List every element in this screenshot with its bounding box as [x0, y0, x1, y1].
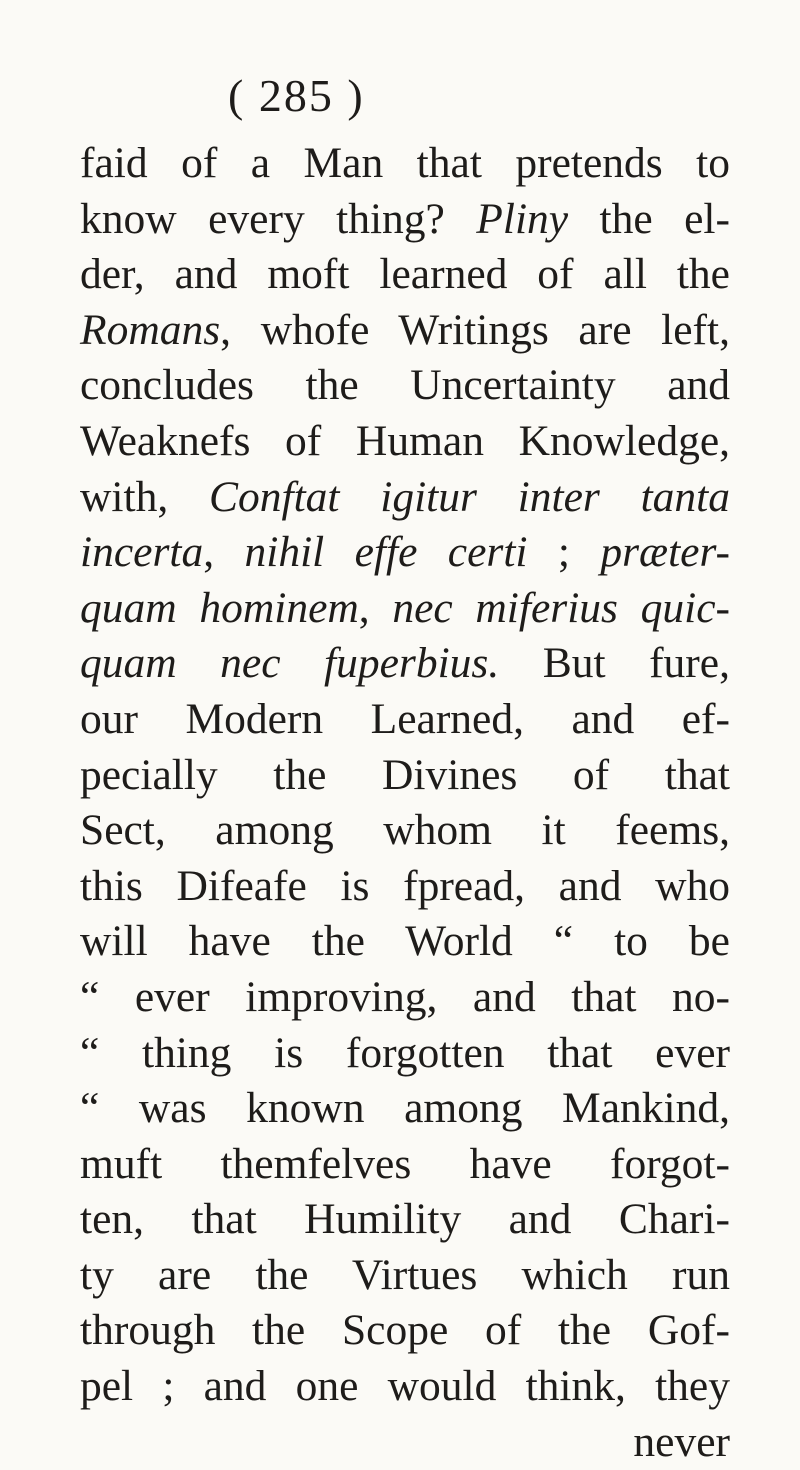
text-line [80, 525, 730, 581]
roman-text: , [203, 528, 245, 577]
page-number: ( 285 ) [228, 70, 365, 121]
text-line [80, 1192, 730, 1248]
text-line [80, 581, 730, 637]
text-line [80, 859, 730, 915]
text-line [80, 1303, 730, 1359]
text-line [80, 914, 730, 970]
roman-text: concludes the Uncertainty and [80, 361, 730, 410]
roman-text: , whofe Writings are left, [220, 305, 730, 354]
text-line [80, 1026, 730, 1082]
roman-text: our Modern Learned, and ef- [80, 694, 730, 743]
roman-text: “ was known among Mankind, [80, 1084, 730, 1133]
text-line [80, 970, 730, 1026]
roman-text: will have the World “ to be [80, 917, 730, 966]
text-line [80, 358, 730, 414]
text-line [80, 1248, 730, 1304]
text-line [80, 1359, 730, 1415]
text-line [80, 692, 730, 748]
text-line [80, 247, 730, 303]
roman-text: the el- [568, 194, 730, 243]
text-line [80, 470, 730, 526]
roman-text: der, and moft learned of all the [80, 250, 730, 299]
roman-text: pecially the Divines of that [80, 750, 730, 799]
italic-text: Romans [80, 305, 221, 354]
roman-text: pel ; and one would think, they [80, 1362, 730, 1411]
text-line [80, 136, 730, 192]
text-line [80, 1137, 730, 1193]
italic-text: quam hominem [80, 583, 359, 632]
roman-text: “ ever improving, and that no- [80, 972, 730, 1021]
italic-text: nihil effe certi [244, 528, 528, 577]
roman-text: know every thing? [80, 194, 477, 243]
roman-text: this Difeafe is fpread, and who [80, 861, 730, 910]
italic-text: incerta [80, 528, 204, 577]
text-line [80, 803, 730, 859]
roman-text: with, [80, 472, 209, 521]
roman-text: Sect, among whom it feems, [80, 806, 730, 855]
roman-text: ten, that Humility and Chari- [80, 1195, 730, 1244]
roman-text: , [358, 583, 393, 632]
roman-text: “ thing is forgotten that ever [80, 1028, 730, 1077]
page-text [80, 136, 730, 1470]
text-line [80, 192, 730, 248]
roman-text: ; [527, 528, 601, 577]
italic-text: quam nec fuperbius. [80, 639, 500, 688]
roman-text: faid of a Man that pretends to [80, 139, 730, 187]
italic-text: nec miferius quic- [392, 583, 730, 632]
text-line [80, 414, 730, 470]
roman-text: Weaknefs of Human Knowledge, [80, 416, 730, 465]
italic-text: Conftat igitur inter tanta [208, 472, 730, 521]
roman-text: ty are the Virtues which run [80, 1250, 730, 1299]
italic-text: Pliny [476, 194, 569, 243]
catchword: never [633, 1417, 730, 1466]
italic-text: præter- [600, 528, 731, 577]
roman-text: muft themfelves have forgot- [80, 1139, 730, 1188]
text-line [80, 636, 730, 692]
roman-text: through the Scope of the Gof- [80, 1306, 730, 1355]
roman-text: But fure, [499, 639, 730, 688]
text-line [80, 303, 730, 359]
text-line [80, 748, 730, 804]
text-line [80, 1081, 730, 1137]
